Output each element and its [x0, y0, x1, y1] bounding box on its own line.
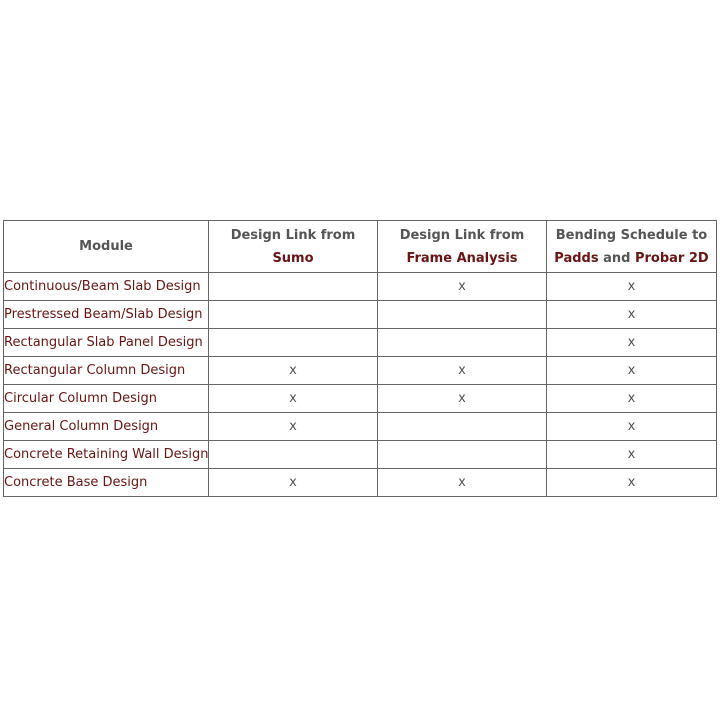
header-frame-line2: Frame Analysis: [406, 250, 518, 266]
bending-mark-cell: x: [547, 273, 717, 301]
header-bend-line1: Bending Schedule to: [555, 227, 708, 243]
frame-mark-cell: [378, 441, 547, 469]
sumo-mark-cell: [209, 301, 378, 329]
table-row: [4, 301, 717, 329]
sumo-mark-cell: x: [209, 413, 378, 441]
module-name-cell: Concrete Base Design: [4, 469, 209, 497]
header-bend-padds: Padds: [554, 250, 599, 266]
sumo-mark-cell: [209, 441, 378, 469]
sumo-mark-cell: x: [209, 385, 378, 413]
module-name-cell: Concrete Retaining Wall Design: [4, 441, 209, 469]
header-bending-schedule: [547, 221, 717, 273]
sumo-mark-cell: x: [209, 357, 378, 385]
table-row: [4, 469, 717, 497]
module-name-cell: Prestressed Beam/Slab Design: [4, 301, 209, 329]
bending-mark-cell: x: [547, 301, 717, 329]
sumo-mark-cell: x: [209, 469, 378, 497]
bending-mark-cell: x: [547, 441, 717, 469]
frame-mark-cell: x: [378, 273, 547, 301]
header-sumo-line1: Design Link from: [230, 227, 356, 243]
header-module-label: Module: [79, 239, 133, 254]
bending-mark-cell: x: [547, 357, 717, 385]
module-name-cell: Continuous/Beam Slab Design: [4, 273, 209, 301]
table-row: [4, 413, 717, 441]
table-row: [4, 357, 717, 385]
table-row: [4, 273, 717, 301]
header-sumo-line2: Sumo: [272, 250, 314, 266]
table-row: [4, 385, 717, 413]
header-module: [4, 221, 209, 273]
frame-mark-cell: x: [378, 469, 547, 497]
module-comparison-table-wrapper: [3, 220, 716, 497]
module-name-cell: Circular Column Design: [4, 385, 209, 413]
header-bend-probar: Probar 2D: [634, 250, 709, 266]
frame-mark-cell: [378, 413, 547, 441]
table-header-row: [4, 221, 717, 273]
module-name-cell: Rectangular Slab Panel Design: [4, 329, 209, 357]
bending-mark-cell: x: [547, 413, 717, 441]
sumo-mark-cell: [209, 329, 378, 357]
bending-mark-cell: x: [547, 329, 717, 357]
table-row: [4, 329, 717, 357]
frame-mark-cell: [378, 301, 547, 329]
module-name-cell: Rectangular Column Design: [4, 357, 209, 385]
frame-mark-cell: x: [378, 357, 547, 385]
frame-mark-cell: x: [378, 385, 547, 413]
header-bend-and: and: [603, 250, 631, 266]
bending-mark-cell: x: [547, 469, 717, 497]
header-sumo-link: [209, 221, 378, 273]
module-comparison-table: [3, 220, 717, 497]
header-frame-line1: Design Link from: [399, 227, 525, 243]
frame-mark-cell: [378, 329, 547, 357]
module-name-cell: General Column Design: [4, 413, 209, 441]
sumo-mark-cell: [209, 273, 378, 301]
table-row: [4, 441, 717, 469]
header-frame-link: [378, 221, 547, 273]
bending-mark-cell: x: [547, 385, 717, 413]
